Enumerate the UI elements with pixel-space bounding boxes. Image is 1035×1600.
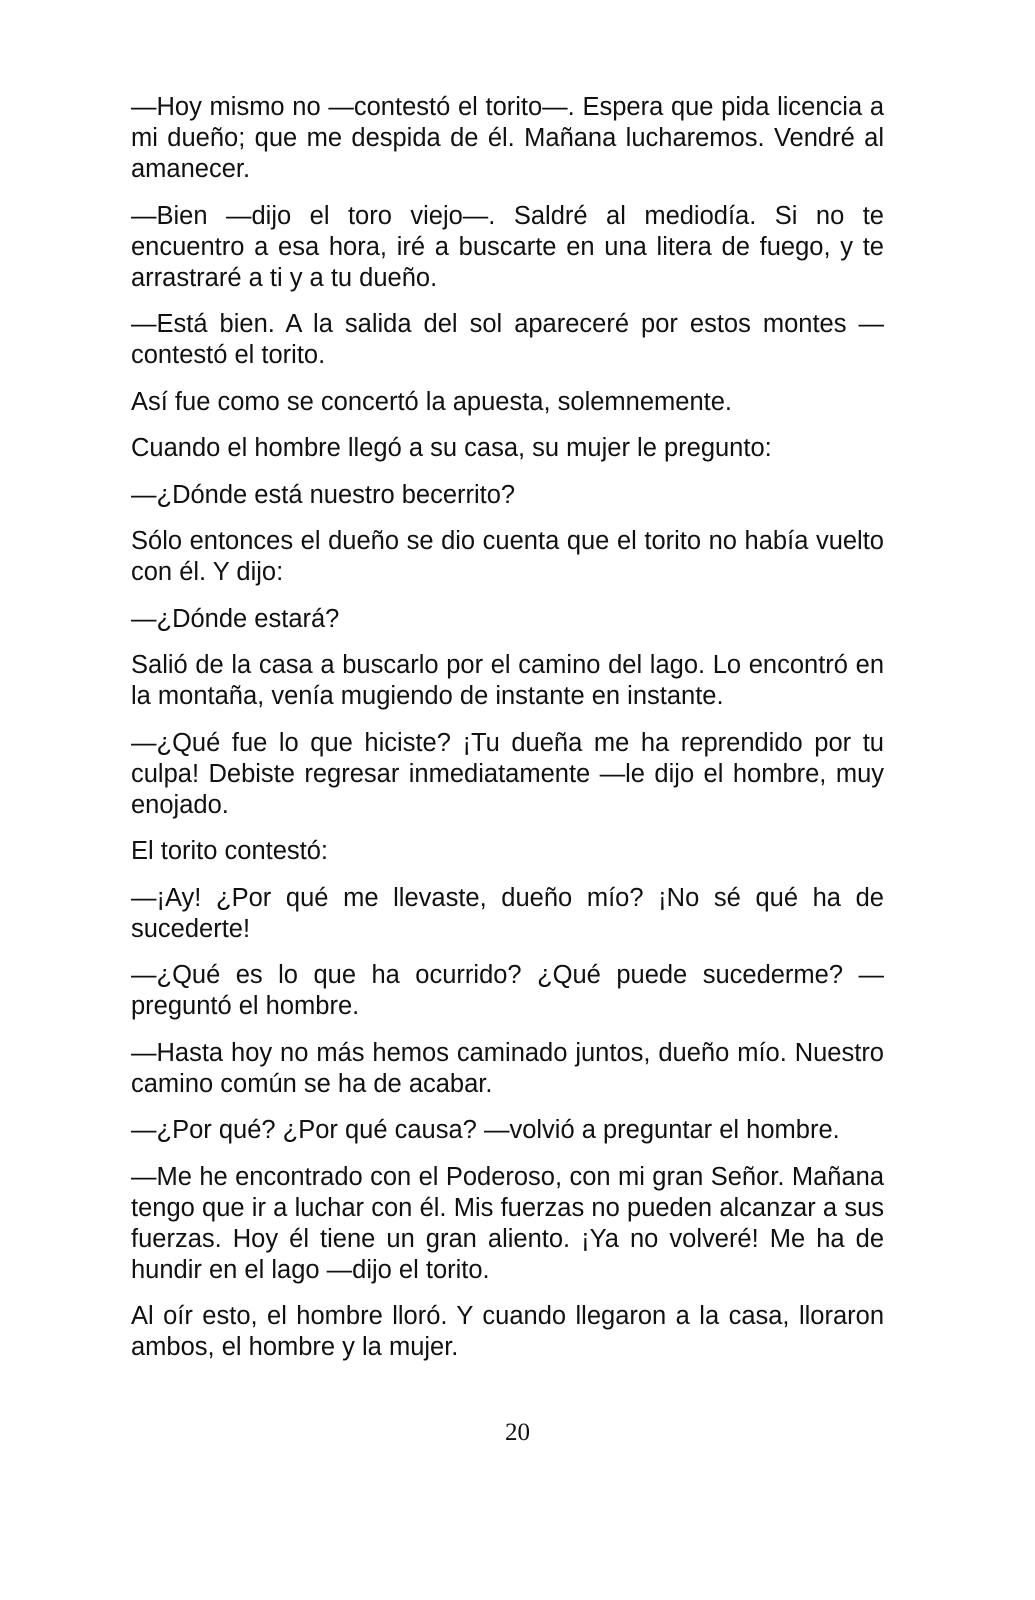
paragraph: Al oír esto, el hombre lloró. Y cuando llegaron a la casa, lloraron ambos, el hombre y la mujer. xyxy=(131,1302,884,1361)
paragraph: El torito contestó: xyxy=(131,837,329,865)
paragraph: Cuando el hombre llegó a su casa, su mujer le pregunto: xyxy=(131,434,772,462)
body-text xyxy=(131,92,884,1379)
paragraph: —Hoy mismo no —contestó el torito—. Espera que pida licencia a mi dueño; que me despida de él. Mañana lucharemos. Vendré al amanecer. xyxy=(131,93,884,183)
paragraph: —Hasta hoy no más hemos caminado juntos, dueño mío. Nuestro camino común se ha de acabar. xyxy=(131,1038,884,1098)
page-number: 20 xyxy=(505,1419,530,1446)
paragraph: Salió de la casa a buscarlo por el camino del lago. Lo encontró en la montaña, venía mugiendo de instante en instante. xyxy=(131,651,884,710)
paragraph: —¡Ay! ¿Por qué me llevaste, dueño mío? ¡No sé qué ha de sucederte! xyxy=(131,883,884,943)
paragraph: Así fue como se concertó la apuesta, solemnemente. xyxy=(131,387,732,416)
paragraph: —Me he encontrado con el Poderoso, con mi gran Señor. Mañana tengo que ir a luchar con él. Mis fuerzas no pueden alcanzar a sus fuerzas. Hoy él tiene un gran aliento. ¡Ya no volveré! Me ha de hundir en el lago —dijo el torito. xyxy=(131,1162,884,1284)
paragraph: —¿Dónde está nuestro becerrito? xyxy=(131,480,516,509)
paragraph: —¿Qué fue lo que hiciste? ¡Tu dueña me ha reprendido por tu culpa! Debiste regresar inmediatamente —le dijo el hombre, muy enojado. xyxy=(131,728,884,819)
paragraph: —¿Qué es lo que ha ocurrido? ¿Qué puede sucederme? —preguntó el hombre. xyxy=(131,961,884,1020)
paragraph: —Está bien. A la salida del sol apareceré por estos montes —contestó el torito. xyxy=(131,310,884,369)
paragraph: Sólo entonces el dueño se dio cuenta que el torito no había vuelto con él. Y dijo: xyxy=(131,527,884,586)
paragraph: —Bien —dijo el toro viejo—. Saldré al mediodía. Si no te encuentro a esa hora, iré a buscarte en una litera de fuego, y te arrastraré a ti y a tu dueño. xyxy=(131,201,884,292)
paragraph: —¿Por qué? ¿Por qué causa? —volvió a preguntar el hombre. xyxy=(131,1116,840,1144)
paragraph: —¿Dónde estará? xyxy=(131,604,340,633)
